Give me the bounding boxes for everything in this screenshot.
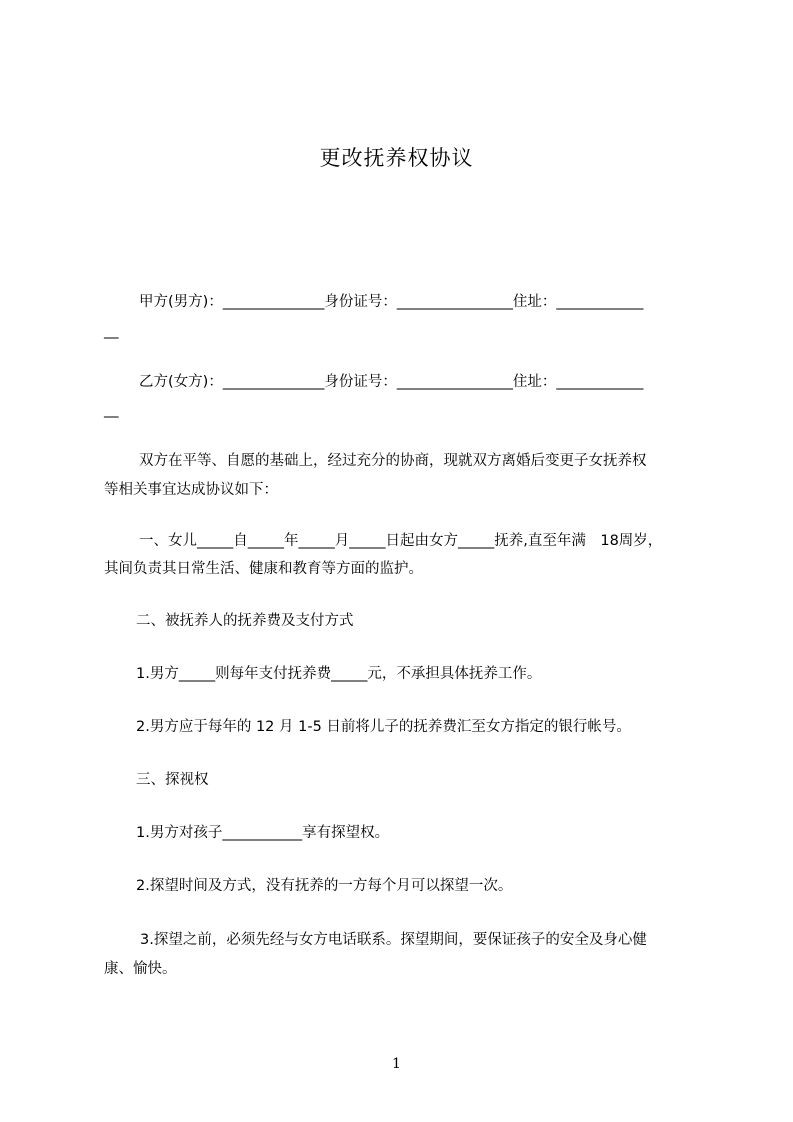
section3-item1: 1.男方对孩子___________享有探望权。 [136,825,390,841]
party-a-line: 甲方(男方)：______________身份证号：________________住址：____________ [139,294,644,310]
document-title: 更改抚养权协议 [319,146,474,170]
section3-heading: 三、探视权 [136,772,209,788]
section2-item2: 2.男方应于每年的 12 月 1-5 日前将儿子的抚养费汇至女方指定的银行帐号。 [136,719,631,735]
section2-heading: 二、被抚养人的抚养费及支付方式 [136,613,354,629]
section3-item2: 2.探望时间及方式，没有抚养的一方每个月可以探望一次。 [136,878,513,894]
party-b-line: 乙方(女方)：______________身份证号：________________住址：____________ [139,374,644,390]
party-a-line-continuation: __ [104,323,119,339]
clause1-line2: 其间负责其日常生活、健康和教育等方面的监护。 [104,561,423,577]
section2-item1: 1.男方_____则每年支付抚养费_____元，不承担具体抚养工作。 [136,666,542,682]
page-number: 1 [392,1056,401,1072]
intro-paragraph-line1: 双方在平等、自愿的基础上，经过充分的协商，现就双方离婚后变更子女抚养权 [139,453,647,469]
clause1-line1: 一、女儿_____自_____年_____月_____日起由女方_____抚养,直至年满 18周岁， [139,533,663,549]
intro-paragraph-line2: 等相关事宜达成协议如下： [104,482,278,498]
section3-item3-line2: 康、愉快。 [104,961,177,977]
party-b-line-continuation: __ [104,402,119,418]
section3-item3-line1: 3.探望之前，必须先经与女方电话联系。探望期间，要保证孩子的安全及身心健 [140,932,647,948]
